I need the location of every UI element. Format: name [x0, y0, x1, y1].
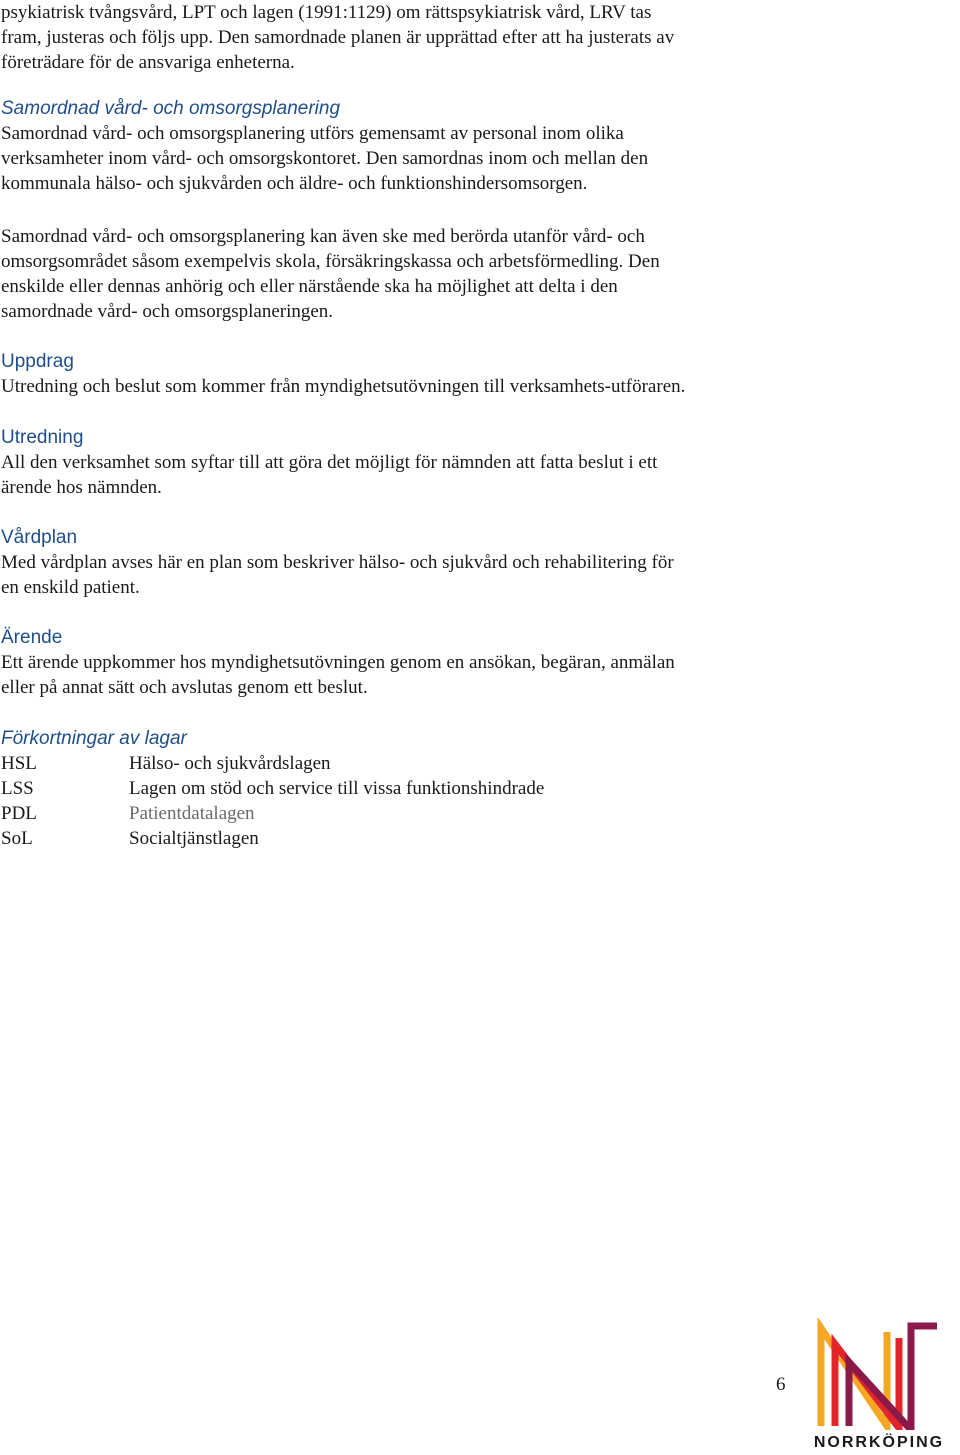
text-line: Utredning och beslut som kommer från myndighetsutövningen till verksamhets-utföraren.	[1, 376, 686, 397]
text-line: företrädare för de ansvariga enheterna.	[1, 52, 295, 73]
abbreviation-row	[1, 751, 801, 776]
text-line: psykiatrisk tvångsvård, LPT och lagen (1991:1129) om rättspsykiatrisk vård, LRV tas	[1, 2, 652, 23]
page-number: 6	[776, 1374, 786, 1395]
text-line: omsorgsområdet såsom exempelvis skola, försäkringskassa och arbetsförmedling. Den	[1, 251, 660, 272]
samordnad-paragraph-2	[1, 224, 801, 324]
law-name: Patientdatalagen	[129, 803, 255, 824]
section-arende	[1, 625, 801, 700]
text-line: enskilde eller dennas anhörig och eller närstående ska ha möjlighet att delta i den	[1, 276, 618, 297]
abbreviation: LSS	[1, 778, 34, 799]
law-name: Lagen om stöd och service till vissa funktionshindrade	[129, 778, 545, 799]
text-line: ärende hos nämnden.	[1, 477, 162, 498]
abbreviation: PDL	[1, 803, 37, 824]
law-name: Socialtjänstlagen	[129, 828, 259, 849]
section-forkortningar	[1, 726, 801, 851]
section-uppdrag	[1, 349, 801, 399]
section-heading: Ärende	[1, 627, 63, 648]
abbreviation: HSL	[1, 753, 37, 774]
section-heading: Samordnad vård- och omsorgsplanering	[1, 98, 341, 119]
text-line: verksamheter inom vård- och omsorgskontoret. Den samordnas inom och mellan den	[1, 148, 649, 169]
intro-paragraph	[1, 0, 801, 75]
section-heading: Utredning	[1, 427, 84, 448]
text-line: en enskild patient.	[1, 577, 140, 598]
text-line: Ett ärende uppkommer hos myndighetsutövningen genom en ansökan, begäran, anmälan	[1, 652, 675, 673]
abbreviation-row	[1, 826, 801, 851]
norrkoping-logo	[813, 1318, 945, 1452]
text-line: All den verksamhet som syftar till att göra det möjligt för nämnden att fatta beslut i ett	[1, 452, 658, 473]
abbreviation: SoL	[1, 828, 33, 849]
section-samordnad	[1, 96, 801, 196]
text-line: Samordnad vård- och omsorgsplanering utförs gemensamt av personal inom olika	[1, 123, 624, 144]
section-heading: Uppdrag	[1, 351, 74, 372]
text-line: Med vårdplan avses här en plan som beskriver hälso- och sjukvård och rehabilitering för	[1, 552, 674, 573]
logo-text: NORRKÖPING	[813, 1434, 945, 1451]
logo-mark-icon	[813, 1318, 945, 1430]
text-line: fram, justeras och följs upp. Den samordnade planen är upprättad efter att ha justerats av	[1, 27, 675, 48]
section-heading: Vårdplan	[1, 527, 78, 548]
section-heading: Förkortningar av lagar	[1, 728, 187, 749]
section-utredning	[1, 425, 801, 500]
text-line: kommunala hälso- och sjukvården och äldre- och funktionshindersomsorgen.	[1, 173, 588, 194]
text-line: eller på annat sätt och avslutas genom ett beslut.	[1, 677, 368, 698]
abbreviation-row	[1, 776, 801, 801]
abbreviation-row	[1, 801, 801, 826]
text-line: Samordnad vård- och omsorgsplanering kan även ske med berörda utanför vård- och	[1, 226, 645, 247]
text-line: samordnade vård- och omsorgsplaneringen.	[1, 301, 334, 322]
section-vardplan	[1, 525, 801, 600]
law-name: Hälso- och sjukvårdslagen	[129, 753, 331, 774]
